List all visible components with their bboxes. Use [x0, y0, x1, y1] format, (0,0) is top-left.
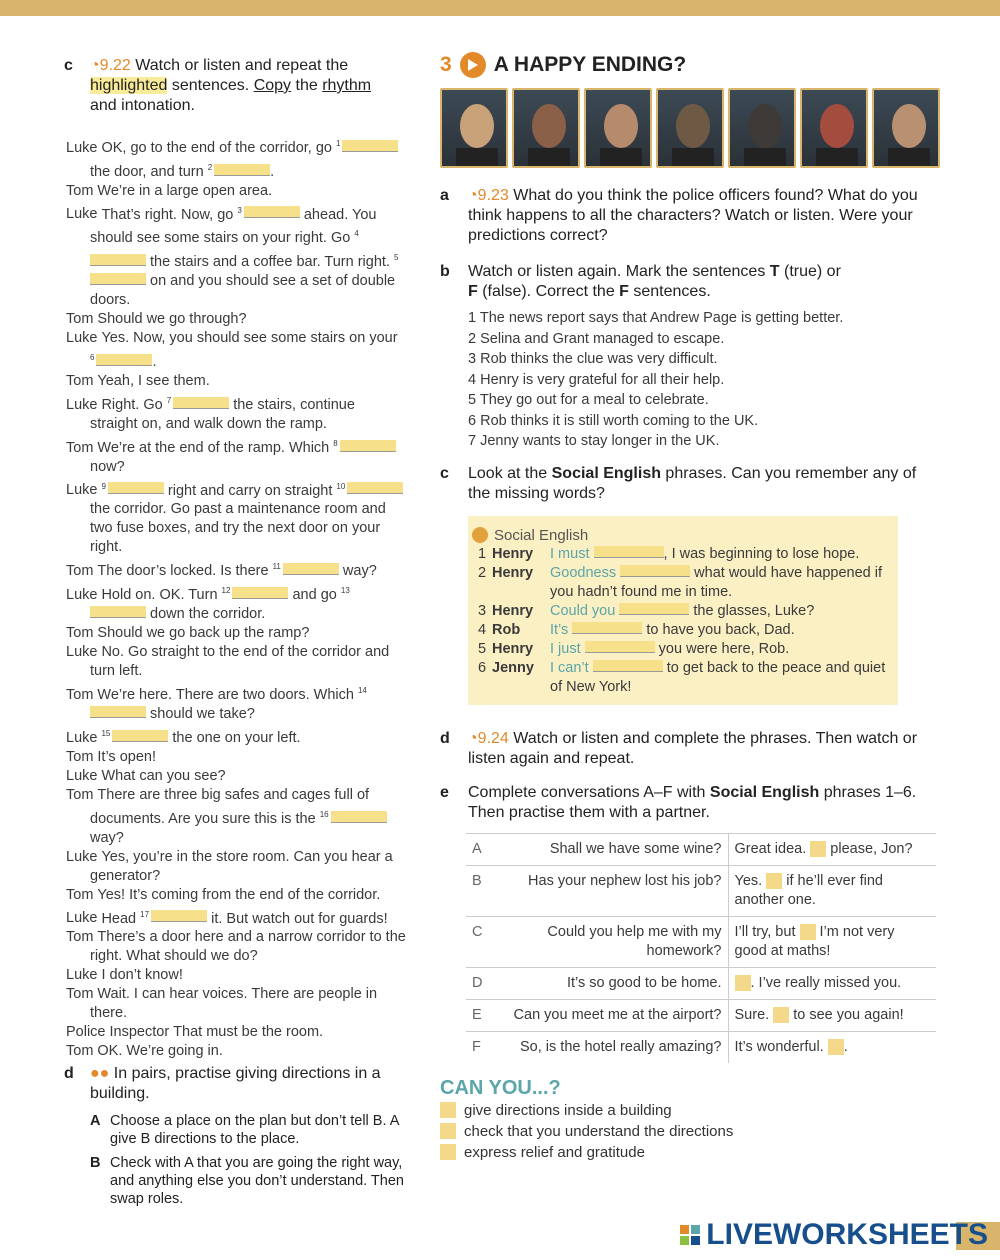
table-row	[466, 916, 936, 967]
dialog-text: Yes! It’s coming from the end of the corridor.	[97, 886, 381, 903]
gap-number: 11	[272, 562, 281, 572]
character-photo	[800, 88, 868, 168]
speaker-name: Tom	[66, 986, 94, 1003]
dialog-text: Yes. Now, you should see some stairs on your	[101, 330, 398, 347]
phrase-end: what would have happened if you hadn’t found me in time.	[550, 564, 883, 600]
phrase-start: It’s	[550, 621, 573, 638]
exercise-b: b Watch or listen again. Mark the sentences T (true) or F (false). Correct the F sentences.	[440, 263, 841, 300]
phrase	[550, 659, 886, 697]
row-letter: A	[466, 833, 494, 865]
row-number: 2	[478, 564, 487, 581]
prompt: Has your nephew lost his job?	[494, 865, 728, 916]
audio-track: 9.22	[99, 57, 131, 74]
dialog-text: way?	[90, 829, 124, 846]
bullet-icon	[472, 527, 488, 543]
dialog-text: on and you should see a set of double doors.	[90, 273, 396, 309]
answer-gap[interactable]	[151, 910, 207, 922]
gap-number: 5	[394, 253, 399, 263]
speaker-name: Henry	[492, 602, 534, 619]
gap-number: 14	[357, 686, 367, 696]
response	[728, 865, 936, 916]
speaker-name: Luke	[66, 330, 98, 347]
response-text: I’ll try, but	[734, 923, 800, 940]
row-number: 5	[478, 640, 487, 657]
exercise-a: a ◔9.23 What do you think the police officers found? What do you think happens to all the characters? Watch or listen. Were your predictions correct?	[440, 187, 918, 244]
speaker-name: Luke	[66, 644, 98, 661]
exercise-c: c ◔9.22 Watch or listen and repeat the highlighted sentences. Copy the rhythm and intonation.	[64, 57, 372, 114]
dialog-text: Should we go back up the ramp?	[97, 625, 310, 642]
social-row	[478, 621, 886, 640]
character-photo	[728, 88, 796, 168]
dialog-text: the stairs, continue straight on, and walk down the ramp.	[90, 396, 355, 432]
prompt: Can you meet me at the airport?	[494, 999, 728, 1031]
dialog-text: Head	[101, 910, 141, 927]
answer-gap[interactable]	[112, 730, 168, 742]
speaker-name: Tom	[66, 372, 94, 389]
answer-gap[interactable]	[283, 563, 339, 575]
dialog-text: Wait. I can hear voices. There are people in there.	[90, 986, 378, 1022]
row-number: 1	[478, 545, 487, 562]
answer-gap[interactable]	[347, 482, 403, 494]
speaker-name: Tom	[66, 182, 94, 199]
response	[728, 967, 936, 999]
pair-icon: ●●	[90, 1065, 110, 1082]
dialog-line	[66, 1042, 406, 1061]
true-false-list	[440, 308, 940, 452]
gap-number: 12	[221, 586, 231, 596]
speaker-name: Tom	[66, 748, 94, 765]
dialog-text: should we take?	[146, 705, 255, 722]
response-text: Great idea.	[734, 840, 811, 857]
row-number: 4	[478, 621, 487, 638]
dialog-text: What can you see?	[101, 767, 226, 784]
gap-number: 13	[340, 586, 350, 596]
can-you-text: express relief and gratitude	[464, 1143, 645, 1161]
dialog-text: There’s a door here and a narrow corridor to the right. What should we do?	[90, 929, 406, 965]
response-text: I’m not very good at maths!	[734, 923, 895, 959]
dialog-text: Hold on. OK. Turn	[101, 587, 222, 604]
answer-gap[interactable]	[90, 706, 146, 718]
speaker-name: Luke	[66, 848, 98, 865]
dialog-text: We’re at the end of the ramp. Which	[97, 439, 334, 456]
social-row	[478, 659, 886, 697]
answer-gap[interactable]	[340, 440, 396, 452]
speaker-name: Tom	[66, 686, 94, 703]
dialog-line	[66, 643, 406, 681]
speaker-name: Tom	[66, 929, 94, 946]
exercise-e: e Complete conversations A–F with Social English phrases 1–6. Then practise them with a partner.	[440, 783, 917, 821]
dialog-text: the one on your left.	[168, 729, 301, 746]
speaker-name: Tom	[66, 311, 94, 328]
audio-icon[interactable]: ◔	[468, 187, 478, 204]
dialog-text: There are three big safes and cages full of documents. Are you sure this is the	[90, 786, 370, 827]
character-photo	[584, 88, 652, 168]
dialog-line	[66, 372, 406, 391]
prompt: Could you help me with my homework?	[494, 916, 728, 967]
dialog-text: .	[270, 163, 275, 180]
gap-number: 16	[319, 809, 329, 819]
gap-number: 10	[336, 481, 346, 491]
answer-gap[interactable]	[593, 660, 663, 672]
response-text: .	[843, 1038, 848, 1055]
exercise-letter: c	[64, 57, 73, 74]
gap-number: 7	[166, 395, 172, 405]
dialog-text: That’s right. Now, go	[101, 206, 238, 223]
dialog-text: OK, go to the end of the corridor, go	[101, 139, 337, 156]
dialog-text: .	[152, 353, 157, 370]
gap-number: 17	[140, 909, 150, 919]
dialog-text: We’re in a large open area.	[97, 182, 273, 199]
answer-gap[interactable]	[214, 164, 270, 176]
play-icon[interactable]	[460, 52, 486, 78]
response	[728, 1031, 936, 1063]
response-text: to see you again!	[789, 1006, 904, 1023]
dialog-line	[66, 905, 406, 929]
character-photo	[440, 88, 508, 168]
answer-gap[interactable]	[620, 565, 690, 577]
gap-number: 3	[237, 205, 242, 215]
speaker-name: Henry	[492, 564, 534, 581]
answer-gap[interactable]	[244, 206, 300, 218]
table-row	[466, 967, 936, 999]
character-photo	[872, 88, 940, 168]
character-photos	[440, 88, 940, 168]
right-column	[440, 52, 940, 1163]
social-row	[478, 640, 886, 659]
dialog-line	[66, 434, 406, 477]
audio-icon[interactable]: ◔	[468, 729, 478, 747]
dialog-text: Yes, you’re in the store room. Can you hear a generator?	[90, 848, 393, 884]
speaker-name: Luke	[66, 910, 98, 927]
table-row	[466, 833, 936, 865]
row-number: 6	[478, 659, 487, 676]
answer-gap[interactable]	[108, 482, 164, 494]
can-you-item	[440, 1142, 940, 1163]
dialog-text: the door, and turn	[90, 163, 208, 180]
dialog-line	[66, 724, 406, 748]
dialog-line	[66, 182, 406, 201]
gap-number: 1	[336, 139, 341, 148]
answer-gap[interactable]	[96, 354, 152, 366]
phrase-start: I can’t	[550, 659, 593, 676]
phrase	[550, 640, 886, 659]
gap-number: 2	[207, 162, 213, 172]
phrase-start: I must	[550, 545, 594, 562]
dialog-line	[66, 477, 406, 558]
gap-number: 15	[101, 728, 111, 738]
dialog-text: No. Go straight to the end of the corridor and turn left.	[90, 644, 390, 680]
can-you-title: CAN YOU...?	[440, 1076, 561, 1099]
answer-box[interactable]	[810, 841, 826, 857]
answer-box[interactable]	[773, 1007, 789, 1023]
dialog	[66, 134, 406, 1061]
speaker-name: Luke	[66, 767, 98, 784]
speaker-name: Luke	[66, 139, 98, 156]
list-item: 1 The news report says that Andrew Page is getting better.	[468, 310, 844, 326]
response-text: please, Jon?	[826, 840, 913, 857]
answer-box[interactable]	[766, 873, 782, 889]
answer-gap[interactable]	[619, 603, 689, 615]
list-item: B Check with A that you are going the right way, and anything else you don’t understand. Then swap roles.	[90, 1155, 404, 1207]
phrase	[550, 621, 886, 640]
checkbox[interactable]	[440, 1102, 456, 1118]
speaker-name: Jenny	[492, 659, 534, 676]
dialog-text: down the corridor.	[146, 606, 266, 623]
phrase-end: to get back to the peace and quiet of New York!	[550, 659, 886, 695]
table-row	[466, 865, 936, 916]
social-row	[478, 602, 886, 621]
speaker-name: Luke	[66, 482, 98, 499]
phrase-end: you were here, Rob.	[654, 640, 790, 657]
dialog-text: I don’t know!	[101, 967, 183, 984]
dialog-line	[66, 786, 406, 848]
dialog-text: right and carry on straight	[163, 482, 337, 499]
prompt: It’s so good to be home.	[494, 967, 728, 999]
can-you-text: check that you understand the directions	[464, 1122, 734, 1140]
dialog-text: now?	[90, 458, 125, 475]
speaker-name: Luke	[66, 729, 98, 746]
answer-gap[interactable]	[585, 641, 655, 653]
speaker-name: Luke	[66, 587, 98, 604]
phrase-end: to have you back, Dad.	[642, 621, 795, 638]
dialog-text: the stairs and a coffee bar. Turn right.	[146, 254, 394, 271]
gap-number: 9	[101, 481, 106, 491]
character-photo	[512, 88, 580, 168]
exercise-d-left: d ●● In pairs, practise giving directions in a building. A Choose a place on the plan but don’t tell B. A give B directions to the place. B Check with A that you are going the right way, and anything else you don’t understand. Then swap roles.	[64, 1064, 414, 1214]
dialog-text: Yeah, I see them.	[97, 372, 210, 389]
gap-number: 8	[333, 438, 338, 448]
list-item: 3 Rob thinks the clue was very difficult.	[468, 351, 718, 367]
dialog-line	[66, 966, 406, 985]
dialog-text: OK. We’re going in.	[97, 1043, 223, 1060]
answer-box[interactable]	[735, 975, 751, 991]
answer-box[interactable]	[828, 1039, 844, 1055]
gap-number: 6	[90, 353, 95, 363]
phrase-end: the glasses, Luke?	[689, 602, 815, 619]
dialog-line	[66, 201, 406, 310]
list-item: 6 Rob thinks it is still worth coming to the UK.	[468, 412, 759, 429]
logo-icon	[680, 1225, 700, 1245]
dialog-text: It’s open!	[97, 748, 156, 765]
can-you-list	[440, 1100, 940, 1163]
speaker-name: Tom	[66, 439, 94, 456]
list-item: 7 Jenny wants to stay longer in the UK.	[468, 433, 720, 449]
dialog-line	[66, 624, 406, 643]
dialog-text: and go	[288, 587, 341, 604]
response-text: Yes.	[734, 872, 767, 889]
speaker-name: Tom	[66, 886, 94, 903]
response-text: if he’ll ever find another one.	[734, 872, 883, 908]
dialog-line	[66, 767, 406, 786]
answer-gap[interactable]	[331, 811, 387, 823]
top-band	[0, 0, 1000, 16]
dialog-text: it. But watch out for guards!	[207, 910, 388, 927]
dialog-line	[66, 985, 406, 1023]
speaker-name: Henry	[492, 640, 534, 657]
phrase	[550, 602, 886, 621]
speaker-name: Luke	[66, 396, 98, 413]
answer-box[interactable]	[800, 924, 816, 940]
speaker-name: Tom	[66, 1043, 94, 1060]
answer-gap[interactable]	[232, 587, 288, 599]
answer-gap[interactable]	[572, 622, 642, 634]
dialog-text: way?	[338, 563, 377, 580]
list-item: A Choose a place on the plan but don’t tell B. A give B directions to the place.	[90, 1113, 399, 1147]
dialog-line	[66, 681, 406, 724]
row-letter: E	[466, 999, 494, 1031]
prompt: So, is the hotel really amazing?	[494, 1031, 728, 1063]
dialog-line	[66, 557, 406, 581]
dialog-line	[66, 329, 406, 372]
speaker-name: Police Inspector	[66, 1024, 170, 1041]
social-row	[478, 564, 886, 602]
table-row	[466, 1031, 936, 1063]
row-letter: C	[466, 916, 494, 967]
phrase-end: , I was beginning to lose hope.	[663, 545, 860, 562]
answer-gap[interactable]	[594, 546, 664, 558]
row-letter: F	[466, 1031, 494, 1063]
speaker-name: Rob	[492, 621, 521, 638]
phrase	[550, 545, 886, 564]
list-item: 2 Selina and Grant managed to escape.	[468, 330, 725, 347]
answer-gap[interactable]	[90, 606, 146, 618]
checkbox[interactable]	[440, 1123, 456, 1139]
dialog-line	[66, 928, 406, 966]
answer-gap[interactable]	[342, 140, 398, 152]
liveworksheets-logo: LIVEWORKSHEETS	[680, 1218, 988, 1252]
table-row	[466, 999, 936, 1031]
answer-gap[interactable]	[90, 273, 146, 285]
speaker-name: Luke	[66, 206, 98, 223]
gap-number: 4	[354, 229, 359, 239]
dialog-line	[66, 310, 406, 329]
dialog-text: Should we go through?	[97, 311, 247, 328]
dialog-text: We’re here. There are two doors. Which	[97, 686, 358, 703]
dialog-line	[66, 134, 406, 182]
can-you-item	[440, 1100, 940, 1121]
answer-gap[interactable]	[173, 397, 229, 409]
list-item: 5 They go out for a meal to celebrate.	[468, 392, 709, 408]
phrase-start: I just	[550, 640, 585, 657]
row-letter: B	[466, 865, 494, 916]
character-photo	[656, 88, 724, 168]
can-you-text: give directions inside a building	[464, 1101, 672, 1119]
dialog-line	[66, 391, 406, 434]
row-number: 3	[478, 602, 487, 619]
speaker-name: Luke	[66, 967, 98, 984]
phrase-start: Could you	[550, 602, 620, 619]
speaker-name: Tom	[66, 625, 94, 642]
exercise-c-right: c Look at the Social English phrases. Can you remember any of the missing words?	[440, 464, 917, 502]
social-row	[478, 545, 886, 564]
can-you-item	[440, 1121, 940, 1142]
section-heading: 3 A HAPPY ENDING?	[440, 53, 687, 76]
conversation-table	[466, 833, 936, 1063]
phrase	[550, 564, 886, 602]
dialog-line	[66, 1023, 406, 1042]
social-english-box: Social English 1 Henry I must , I was beginning to lose hope. 2 Henry Goodness what would have happened if you hadn’t found me in time. 3 Henry Could you the glasses, Luke? 4 Rob It’s to have you back, Dad. 5 Henry I just you were here, Rob. 6 Jenny I can’t to get back to the peace and quiet of New York!	[468, 516, 898, 705]
response-text: Sure.	[734, 1006, 774, 1023]
speaker-name: Tom	[66, 563, 94, 580]
dialog-line	[66, 581, 406, 624]
dialog-text: ahead. You should see some stairs on your right. Go	[90, 206, 377, 247]
response	[728, 999, 936, 1031]
checkbox[interactable]	[440, 1144, 456, 1160]
dialog-line	[66, 848, 406, 886]
speaker-name: Tom	[66, 786, 94, 803]
list-item: 4 Henry is very grateful for all their help.	[468, 371, 725, 388]
phrase-start: Goodness	[550, 564, 621, 581]
row-letter: D	[466, 967, 494, 999]
response-text: It’s wonderful.	[734, 1038, 828, 1055]
response-text: . I’ve really missed you.	[750, 974, 902, 991]
answer-gap[interactable]	[90, 254, 146, 266]
dialog-text: Right. Go	[101, 396, 167, 413]
response	[728, 916, 936, 967]
prompt: Shall we have some wine?	[494, 833, 728, 865]
dialog-text: the corridor. Go past a maintenance room and two fuse boxes, and try the next door on your right.	[90, 501, 386, 556]
audio-icon[interactable]: ◔	[90, 57, 100, 74]
dialog-text: The door’s locked. Is there	[97, 563, 273, 580]
dialog-line	[66, 748, 406, 767]
dialog-line	[66, 886, 406, 905]
speaker-name: Henry	[492, 545, 534, 562]
exercise-d-right: d ◔9.24 Watch or listen and complete the phrases. Then watch or listen again and repeat.	[440, 729, 918, 767]
dialog-text: That must be the room.	[173, 1024, 324, 1041]
response	[728, 833, 936, 865]
